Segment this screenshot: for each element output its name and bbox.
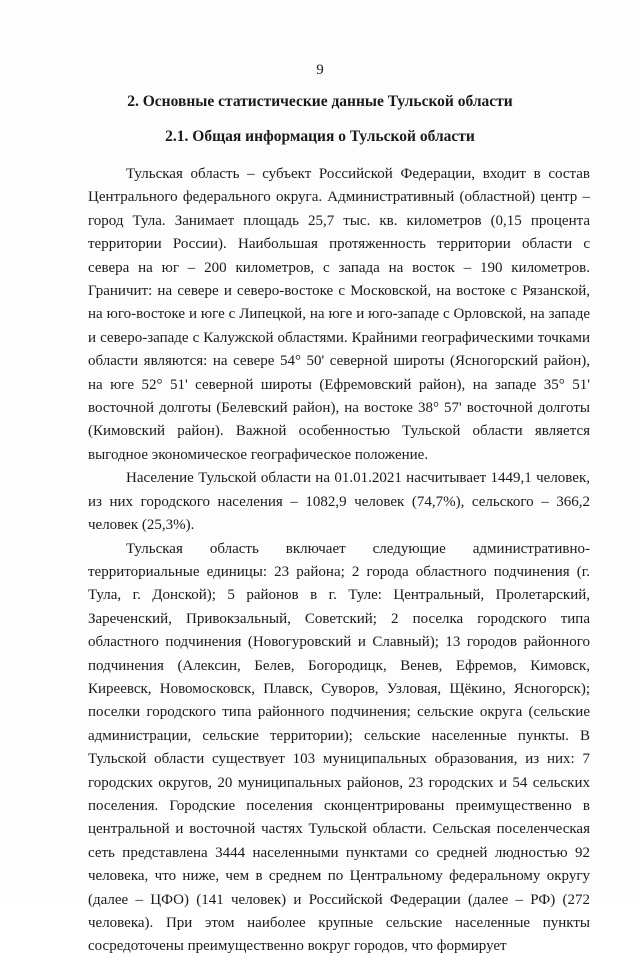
paragraph-administrative-units: Тульская область включает следующие административно-территориальные единицы: 23 района; 2 города областного подчинения (г. Тула, г. Донской); 5 районов в г. Туле: Центральный, Пролетарский, Зареченский, Привокзальный, Советский; 2 поселка городского типа областного подчинения (Новогуровский и Славный); 13 городов районного подчинения (Алексин, Белев, Богородицк, Венев, Ефремов, Кимовск, Киреевск, Новомосковск, Плавск, Суворов, Узловая, Щёкино, Ясногорск); поселки городского типа районного подчинения; сельские округа (сельские администрации, сельские территории); сельские населенные пункты. В Тульской области существует 103 муниципальных образования, из них: 7 городских округов, 20 муниципальных районов, 23 городских и 54 сельских поселения. Городские поселения сконцентрированы преимущественно в центральной и восточной частях Тульской области. Сельская поселенческая сеть представлена 3444 населенными пунктами со средней людностью 92 человека, что ниже, чем в среднем по Центральному федеральному округу (далее – ЦФО) (141 человек) и Российской Федерации (далее – РФ) (272 человека). При этом наиболее крупные сельские населенные пункты сосредоточены преимущественно вокруг городов, что формирует [88, 540, 590, 955]
paragraph-general-info: Тульская область – субъект Российской Федерации, входит в состав Центрального федерального округа. Административный (областной) центр – город Тула. Занимает площадь 25,7 тыс. кв. километров (0,15 процента территории России). Наибольшая протяженность территории области с севера на юг – 200 километров, с запада на восток – 190 километров. Граничит: на севере и северо-востоке с Московской, на востоке с Рязанской, на юго-востоке и юге с Липецкой, на юге и юго-западе с Орловской, на западе и северо-западе с Калужской областями. Крайними географическими точками области являются: на севере 54° 50' северной широты (Ясногорский район), на юге 52° 51' северной широты (Ефремовский район), на западе 35° 51' восточной долготы (Белевский район), на востоке 38° 57' восточной долготы (Кимовский район). Важной особенностью Тульской области является выгодное экономическое географическое положение. [88, 166, 590, 463]
paragraph-population: Население Тульской области на 01.01.2021 насчитывает 1449,1 человек, из них городского населения – 1082,9 человек (74,7%), сельского – 366,2 человек (25,3%). [88, 470, 590, 534]
page-number: 9 [316, 62, 324, 78]
section-title: 2. Основные статистические данные Тульской области [127, 93, 513, 110]
body-text [88, 163, 590, 959]
subsection-title: 2.1. Общая информация о Тульской области [165, 128, 475, 145]
